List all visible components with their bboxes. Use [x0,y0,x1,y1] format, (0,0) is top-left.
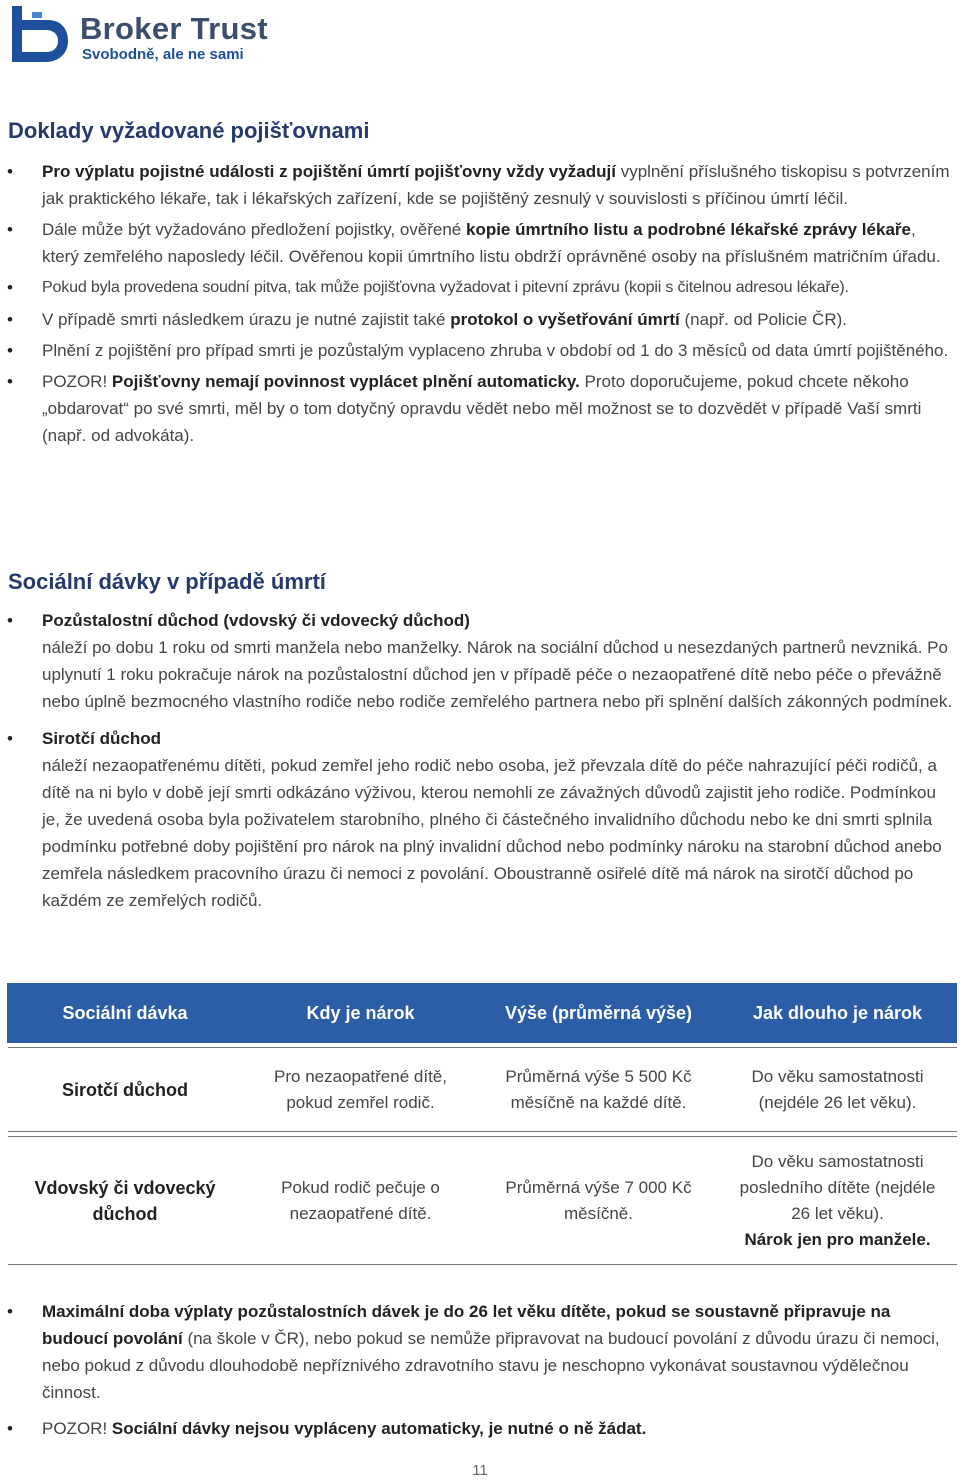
column-header: Výše (průměrná výše) [479,984,719,1043]
table-header-row [8,984,957,1043]
benefit-text: náleží nezaopatřenému dítěti, pokud zemřel jeho rodič nebo osoba, jež převzala dítě do péče nahrazující péči rodičů, a dítě na ni bylo v době její smrti odkázáno výživou, kterou nemohli ze závažných důvodů zajistit jeho rodiče. Podmínkou je, že uvedená osoba byla poživatelem starobního, plného či částečného invalidního důchodu nebo ke dni smrti splnila podmínku potřebné doby pojištění pro nárok na plný invalidní důchod nebo podmínky nároku na starobní důchod anebo zemřela následkem pracovního úrazu či nemoci z povolání. Oboustranně osiřelé dítě má nárok na sirotčí důchod po každém ze zemřelých rodičů. [42,756,942,910]
column-header: Jak dlouho je nárok [719,984,957,1043]
list-item: • V případě smrti následkem úrazu je nutné zajistit také protokol o vyšetřování úmrtí (např. od Policie ČR). [0,306,956,333]
column-header: Sociální dávka [8,984,243,1043]
list-item: • POZOR! Pojišťovny nemají povinnost vyplácet plnění automaticky. Proto doporučujeme, pokud chcete někoho „obdarovat“ po své smrti, měl by o tom dotyčný opravdu vědět nebo měl možnost se to dozvědět v případě Vaší smrti (např. od advokáta). [0,368,956,449]
table-cell: Pokud rodič pečuje o nezaopatřené dítě. [243,1137,479,1265]
table-cell: Průměrná výše 5 500 Kč měsíčně na každé dítě. [479,1048,719,1132]
brand-name: Broker Trust [80,11,268,46]
broker-trust-logo-icon [8,4,70,64]
section-title-insurer-documents: Doklady vyžadované pojišťovnami [8,118,370,143]
page-number: 11 [472,1462,488,1479]
table-cell: Do věku samostatnosti posledního dítěte (nejdéle 26 let věku). Nárok jen pro manžele. [719,1137,957,1265]
list-item: • Dále může být vyžadováno předložení pojistky, ověřené kopie úmrtního listu a podrobné lékařské zprávy lékaře, který zemřelého naposledy léčil. Ověřenou kopii úmrtního listu obdrží oprávněné osoby na příslušném matričním úřadu. [0,216,956,270]
spouse-only-note: Nárok jen pro manžele. [744,1229,931,1249]
list-item [0,607,956,715]
brand-tagline: Svobodně, ale ne sami [82,46,244,63]
section-title-social-benefits: Sociální dávky v případě úmrtí [8,569,326,594]
brand-logo [8,4,278,64]
table-cell: Vdovský či vdovecký důchod [8,1137,243,1265]
list-item: • Plnění z pojištění pro případ smrti je pozůstalým vyplaceno zhruba v období od 1 do 3 měsíců od data úmrtí pojištěného. [0,337,956,364]
summary-list [0,1298,956,1442]
benefit-heading: Sirotčí důchod [42,729,161,748]
insurer-documents-list [0,158,956,449]
list-item: • POZOR! Sociální dávky nejsou vypláceny automaticky, je nutné o ně žádat. [0,1415,956,1442]
table-row [8,1048,957,1132]
list-item: • Pokud byla provedena soudní pitva, tak může pojišťovna vyžadovat i pitevní zprávu (kopii s čitelnou adresou lékaře). [0,274,956,301]
benefit-heading: Pozůstalostní důchod (vdovský či vdovecký důchod) [42,611,470,630]
column-header: Kdy je nárok [243,984,479,1043]
list-item: • Maximální doba výplaty pozůstalostních dávek je do 26 let věku dítěte, pokud se soustavně připravuje na budoucí povolání (na škole v ČR), nebo pokud se nemůže připravovat na budoucí povolání z důvodu úrazu či nemoci, nebo pokud z důvodu dlouhodobě nepříznivého zdravotního stavu je neschopno vykonávat soustavnou výdělečnou činnost. [0,1298,956,1406]
table-cell: Průměrná výše 7 000 Kč měsíčně. [479,1137,719,1265]
list-item [0,725,956,914]
table-cell: Pro nezaopatřené dítě, pokud zemřel rodič. [243,1048,479,1132]
social-benefits-list [0,607,956,914]
table-row [8,1137,957,1265]
table-cell: Sirotčí důchod [8,1048,243,1132]
list-item: • Pro výplatu pojistné události z pojištění úmrtí pojišťovny vždy vyžadují vyplnění příslušného tiskopisu s potvrzením jak praktického lékaře, tak i lékařských zařízení, kde se pojištěný zesnulý v souvislosti s příčinou úmrtí léčil. [0,158,956,212]
benefit-text: náleží po dobu 1 roku od smrti manžela nebo manželky. Nárok na sociální důchod u nesezdaných partnerů nevzniká. Po uplynutí 1 roku pokračuje nárok na pozůstalostní důchod jen v případě péče o nezaopatřené dítě nebo péče o převážně nebo úplně bezmocného vlastního rodiče nebo rodiče zemřelého partnera nebo při splnění dalších zákonných podmínek. [42,638,953,711]
benefits-table [7,983,957,1265]
table-cell: Do věku samostatnosti (nejdéle 26 let věku). [719,1048,957,1132]
